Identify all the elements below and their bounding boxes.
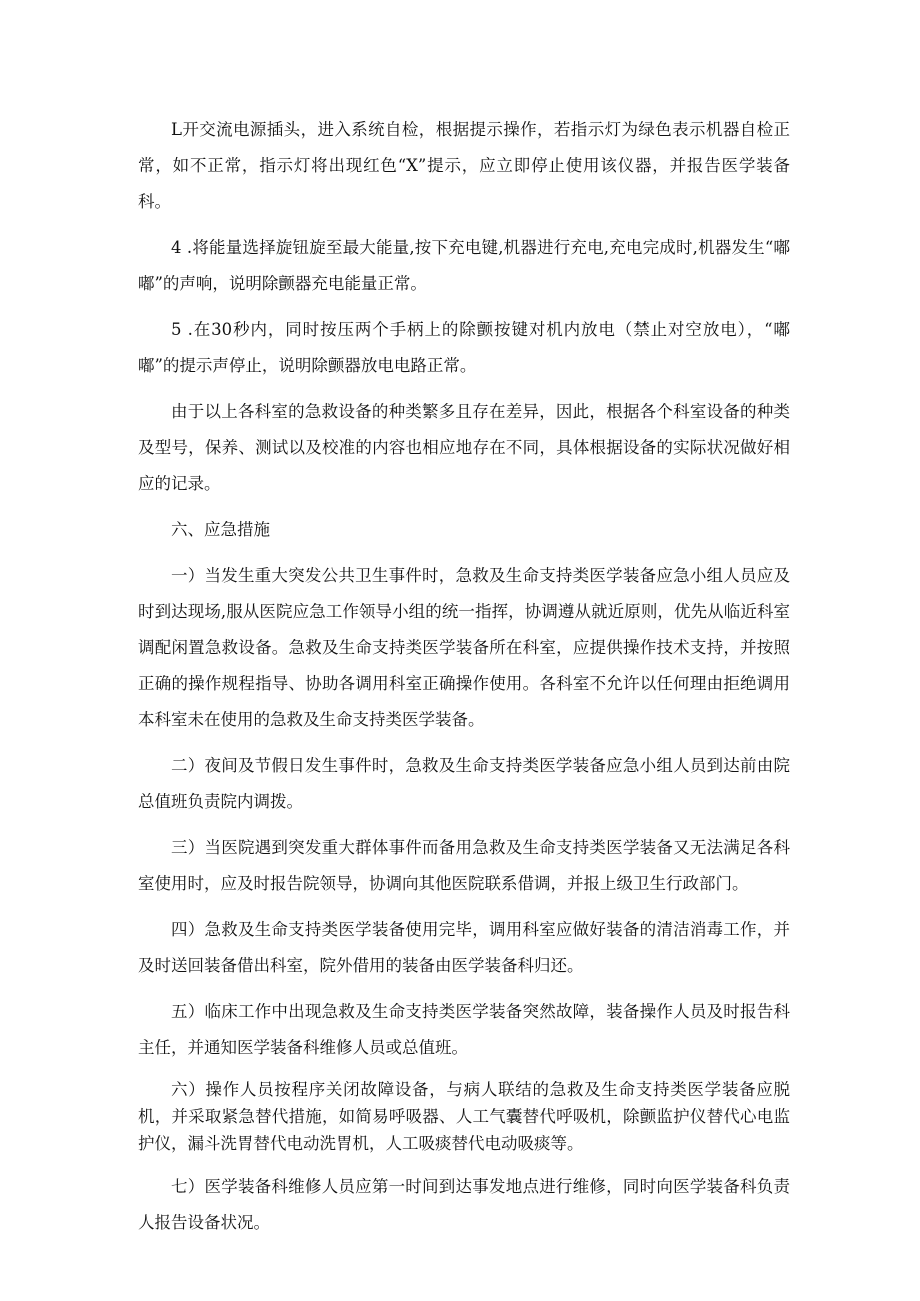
paragraph-charge-test: 4 .将能量选择旋钮旋至最大能量,按下充电键,机器进行充电,充电完成时,机器发生“嘟嘟”的声响，说明除颤器充电能量正常。 (138, 238, 790, 293)
paragraph-power-self-check: L开交流电源插头，进入系统自检，根据提示操作，若指示灯为绿色表示机器自检正常，如不正常，指示灯将出现红色“X”提示，应立即停止使用该仪器，并报告医学装备科。 (138, 120, 790, 211)
paragraph-discharge-test: 5 .在30秒内，同时按压两个手柄上的除颤按键对机内放电（禁止对空放电），“嘟嘟”的提示声停止，说明除颤器放电电路正常。 (138, 320, 790, 375)
paragraph-records-note: 由于以上各科室的急救设备的种类繁多且存在差异，因此，根据各个科室设备的种类及型号，保养、测试以及校准的内容也相应地存在不同，具体根据设备的实际状况做好相应的记录。 (138, 402, 790, 493)
section-heading-emergency-measures: 六、应急措施 (171, 520, 270, 539)
measure-item-6: 六）操作人员按程序关闭故障设备，与病人联结的急救及生命支持类医学装备应脱机，并采取紧急替代措施，如简易呼吸器、人工气囊替代呼吸机，除颤监护仪替代心电监护仪，漏斗洗胃替代电动洗胃机，人工吸痰替代电动吸痰等。 (138, 1080, 790, 1153)
measure-item-7: 七）医学装备科维修人员应第一时间到达事发地点进行维修，同时向医学装备科负责人报告设备状况。 (138, 1177, 790, 1232)
measure-item-4: 四）急救及生命支持类医学装备使用完毕，调用科室应做好装备的清洁消毒工作，并及时送回装备借出科室，院外借用的装备由医学装备科归还。 (138, 920, 790, 975)
measure-item-3: 三）当医院遇到突发重大群体事件而备用急救及生命支持类医学装备又无法满足各科室使用时，应及时报告院领导，协调向其他医院联系借调，并报上级卫生行政部门。 (138, 838, 790, 893)
measure-item-5: 五）临床工作中出现急救及生命支持类医学装备突然故障，装备操作人员及时报告科主任，并通知医学装备科维修人员或总值班。 (138, 1002, 790, 1057)
measure-item-2: 二）夜间及节假日发生事件时，急救及生命支持类医学装备应急小组人员到达前由院总值班负责院内调拨。 (138, 756, 790, 811)
document-body (138, 112, 790, 1251)
measure-item-1: 一）当发生重大突发公共卫生事件时，急救及生命支持类医学装备应急小组人员应及时到达现场,服从医院应急工作领导小组的统一指挥，协调遵从就近原则，优先从临近科室调配闲置急救设备。急救及生命支持类医学装备所在科室，应提供操作技术支持，并按照正确的操作规程指导、协助各调用科室正确操作使用。各科室不允许以任何理由拒绝调用本科室未在使用的急救及生命支持类医学装备。 (138, 566, 790, 729)
